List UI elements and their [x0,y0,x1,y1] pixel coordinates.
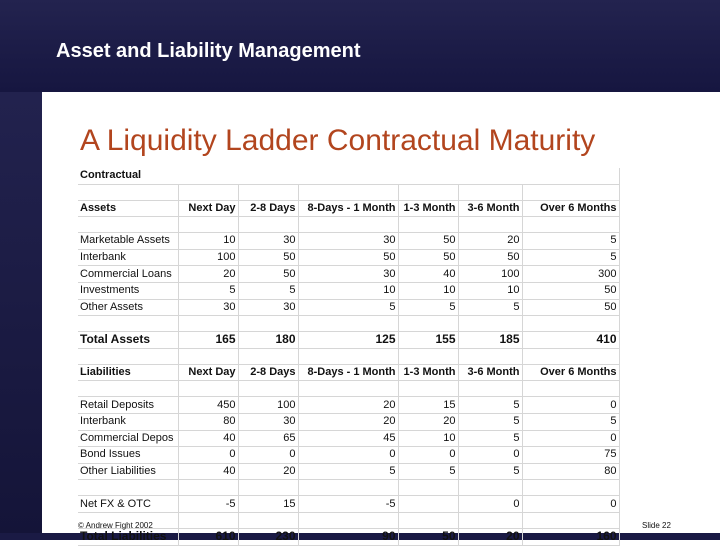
liability-row-cell-3: 45 [298,430,398,447]
asset-row-cell-6: 5 [522,249,619,266]
net-fx-row [78,496,619,513]
liabilities-header-row-cell-1: Next Day [178,364,238,381]
asset-row-cell-1: 10 [178,233,238,250]
asset-row-cell-1: 30 [178,299,238,316]
gap-row [78,480,619,496]
asset-row-cell-0: Marketable Assets [78,233,178,250]
liabilities-header-row-cell-4: 1-3 Month [398,364,458,381]
asset-row [78,299,619,316]
liability-row-cell-5: 5 [458,413,522,430]
asset-row-cell-2: 30 [238,299,298,316]
total-liabilities-row-cell-4: 50 [398,528,458,545]
liability-row-cell-4: 10 [398,430,458,447]
asset-row-cell-4: 10 [398,282,458,299]
net-fx-row-cell-3: -5 [298,496,398,513]
total-assets-row-cell-2: 180 [238,332,298,349]
footer-copyright: © Andrew Fight 2002 [78,521,153,530]
liability-row-cell-0: Commercial Depos [78,430,178,447]
asset-row [78,266,619,283]
net-fx-row-cell-6: 0 [522,496,619,513]
liability-row [78,413,619,430]
asset-row-cell-3: 50 [298,249,398,266]
liability-row-cell-6: 0 [522,430,619,447]
asset-row-cell-4: 50 [398,249,458,266]
total-liabilities-row-cell-1: 610 [178,528,238,545]
asset-row-cell-6: 300 [522,266,619,283]
asset-row-cell-1: 100 [178,249,238,266]
liability-row-cell-5: 5 [458,397,522,414]
total-assets-row-cell-4: 155 [398,332,458,349]
total-assets-row-cell-0: Total Assets [78,332,178,349]
assets-header-row-cell-2: 2-8 Days [238,200,298,217]
liability-row-cell-5: 0 [458,447,522,464]
gap-row [78,512,619,528]
liability-row-cell-4: 0 [398,447,458,464]
liability-row-cell-5: 5 [458,430,522,447]
asset-row-cell-5: 10 [458,282,522,299]
liability-row-cell-3: 5 [298,463,398,480]
liability-row-cell-3: 20 [298,397,398,414]
asset-row-cell-1: 20 [178,266,238,283]
liabilities-header-row-cell-0: Liabilities [78,364,178,381]
total-liabilities-row-cell-2: 230 [238,528,298,545]
liability-row-cell-1: 80 [178,413,238,430]
liability-row-cell-6: 80 [522,463,619,480]
net-fx-row-cell-4 [398,496,458,513]
gap-row [78,348,619,364]
total-liabilities-row-cell-6: 160 [522,528,619,545]
asset-row [78,282,619,299]
asset-row-cell-4: 5 [398,299,458,316]
assets-header-row-cell-6: Over 6 Months [522,200,619,217]
asset-row-cell-3: 30 [298,266,398,283]
asset-row-cell-2: 30 [238,233,298,250]
asset-row-cell-6: 50 [522,282,619,299]
net-fx-row-cell-5: 0 [458,496,522,513]
liabilities-header-row-cell-2: 2-8 Days [238,364,298,381]
liability-row-cell-1: 40 [178,430,238,447]
assets-header-row-cell-4: 1-3 Month [398,200,458,217]
asset-row [78,233,619,250]
asset-row-cell-0: Commercial Loans [78,266,178,283]
liability-row-cell-2: 100 [238,397,298,414]
liability-row [78,397,619,414]
asset-row [78,249,619,266]
net-fx-row-cell-2: 15 [238,496,298,513]
liability-row-cell-6: 0 [522,397,619,414]
assets-header-row-cell-5: 3-6 Month [458,200,522,217]
liquidity-ladder-table [78,168,620,546]
gap-row [78,217,619,233]
gap-row [78,316,619,332]
header-bar [0,0,720,92]
asset-row-cell-3: 10 [298,282,398,299]
liability-row-cell-1: 40 [178,463,238,480]
asset-row-cell-2: 50 [238,249,298,266]
liability-row-cell-4: 5 [398,463,458,480]
liability-row-cell-5: 5 [458,463,522,480]
total-liabilities-row-cell-5: 20 [458,528,522,545]
net-fx-row-cell-0: Net FX & OTC [78,496,178,513]
liabilities-header-row [78,364,619,381]
total-liabilities-row-cell-0: Total Liabilities [78,528,178,545]
asset-row-cell-3: 5 [298,299,398,316]
liability-row-cell-0: Retail Deposits [78,397,178,414]
assets-header-row-cell-1: Next Day [178,200,238,217]
header-title: Asset and Liability Management [56,40,361,62]
gap-row [78,381,619,397]
liability-row-cell-0: Interbank [78,413,178,430]
asset-row-cell-2: 50 [238,266,298,283]
asset-row-cell-3: 30 [298,233,398,250]
asset-row-cell-5: 5 [458,299,522,316]
liability-row-cell-4: 15 [398,397,458,414]
asset-row-cell-2: 5 [238,282,298,299]
total-assets-row-cell-1: 165 [178,332,238,349]
liability-row-cell-3: 0 [298,447,398,464]
asset-row-cell-6: 5 [522,233,619,250]
gap-row [78,184,619,200]
asset-row-cell-5: 50 [458,249,522,266]
liability-row-cell-3: 20 [298,413,398,430]
section-label-row [78,168,619,184]
liability-row-cell-2: 65 [238,430,298,447]
liability-row-cell-6: 75 [522,447,619,464]
asset-row-cell-0: Investments [78,282,178,299]
liability-row-cell-2: 30 [238,413,298,430]
liability-row-cell-1: 0 [178,447,238,464]
liability-row [78,447,619,464]
total-liabilities-row [78,528,619,545]
liability-row-cell-4: 20 [398,413,458,430]
liability-row [78,430,619,447]
section-label: Contractual [78,168,619,184]
asset-row-cell-4: 50 [398,233,458,250]
liabilities-header-row-cell-5: 3-6 Month [458,364,522,381]
liability-row-cell-0: Bond Issues [78,447,178,464]
asset-row-cell-0: Other Assets [78,299,178,316]
liability-row-cell-2: 0 [238,447,298,464]
footer-slide-number: Slide 22 [642,521,671,530]
liability-row-cell-1: 450 [178,397,238,414]
assets-header-row-cell-0: Assets [78,200,178,217]
net-fx-row-cell-1: -5 [178,496,238,513]
liabilities-header-row-cell-6: Over 6 Months [522,364,619,381]
total-assets-row-cell-3: 125 [298,332,398,349]
asset-row-cell-5: 100 [458,266,522,283]
liability-row-cell-0: Other Liabilities [78,463,178,480]
liability-row-cell-2: 20 [238,463,298,480]
asset-row-cell-1: 5 [178,282,238,299]
asset-row-cell-6: 50 [522,299,619,316]
asset-row-cell-4: 40 [398,266,458,283]
assets-header-row-cell-3: 8-Days - 1 Month [298,200,398,217]
total-assets-row-cell-5: 185 [458,332,522,349]
slide-title: A Liquidity Ladder Contractual Maturity [80,124,596,157]
total-assets-row-cell-6: 410 [522,332,619,349]
total-liabilities-row-cell-3: 90 [298,528,398,545]
liabilities-header-row-cell-3: 8-Days - 1 Month [298,364,398,381]
assets-header-row [78,200,619,217]
total-assets-row [78,332,619,349]
liability-row [78,463,619,480]
left-sidebar-bar [0,92,42,540]
asset-row-cell-0: Interbank [78,249,178,266]
asset-row-cell-5: 20 [458,233,522,250]
liability-row-cell-6: 5 [522,413,619,430]
